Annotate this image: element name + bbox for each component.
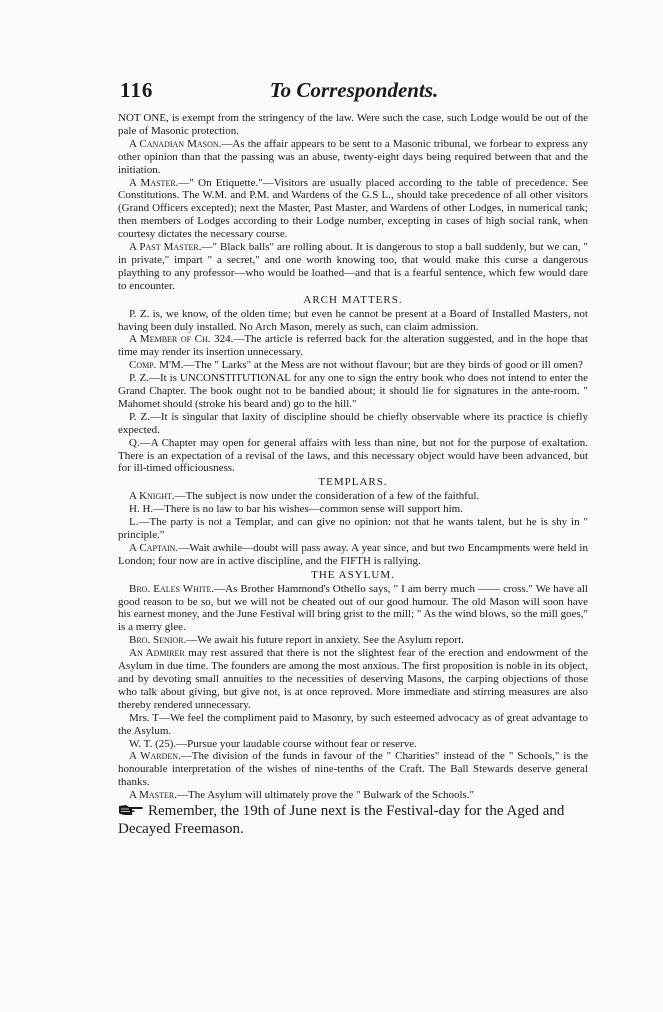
paragraph [118,490,588,503]
running-title: To Correspondents. [269,78,439,102]
section-heading-arch-matters: ARCH MATTERS. [303,293,403,306]
paragraph-text: Mrs. T—We feel the compliment paid to Masonry, by such esteemed advocacy as of great advantage to the Asylum. [118,711,588,737]
paragraph [118,738,588,751]
paragraph [118,138,588,177]
paragraph [118,177,588,242]
paragraph [118,372,588,411]
paragraph [118,634,588,647]
paragraph-text: —As Brother Hammond's Othello says, " I am berry much —— cross." We have all good reason to be so, but we will not be cheated out of our good humour. The old Mason will soon have his earnest money, and the June Festival will bring grist to the mill; " As the wind blows, so the mill goes," is a merry glee. [118,582,588,634]
paragraph-lead: A Warden. [129,750,181,763]
page-body [118,112,588,838]
paragraph-text: P. Z.—It is singular that laxity of discipline should be chiefly observable where its practice is chiefly expected. [118,410,588,436]
paragraph [118,112,588,138]
paragraph [118,308,588,334]
paragraph [118,516,588,542]
page-number: 116 [120,78,154,102]
paragraph-text: —The subject is now under the consideration of a few of the faithful. [174,490,480,503]
paragraph-text: H. H.—There is no law to bar his wishes—common sense will support him. [129,503,463,516]
paragraph [118,437,588,476]
paragraph-lead: A Master. [129,176,179,189]
paragraph [118,411,588,437]
paragraph [118,712,588,738]
page-header [120,78,588,102]
paragraph [118,750,588,789]
paragraph-lead: A Past Master. [129,241,202,254]
paragraph-text: P. Z. is, we know, of the olden time; but even he cannot be present at a Board of Installed Masters, not having been duly installed. No Arch Mason, merely as such, can claim admission. [118,307,588,333]
paragraph-text: —As the affair appears to be sent to a Masonic tribunal, we forbear to express any other opinion than that the passing was an abuse, twenty-eight days being required between that and the initiation. [118,137,588,176]
section-heading-asylum: THE ASYLUM. [311,568,395,581]
paragraph [118,789,588,802]
paragraph-lead: A Knight. [129,490,175,503]
paragraph-text: L.—The party is not a Templar, and can give no opinion: not that he wants talent, but he is shy in " principle." [118,516,588,541]
paragraph [118,583,588,635]
paragraph [118,647,588,712]
paragraph-text: —We await his future report in anxiety. See the Asylum report. [186,634,464,647]
paragraph-text: —The Asylum will ultimately prove the " Bulwark of the Schools." [176,789,475,802]
paragraph-text: —" Black balls" are rolling about. It is dangerous to stop a ball suddenly, but we can, " in private," impart " a secret," and one worth knowing too, that would make this curse a dangerous plaything to any professor—who would be loathed—and that is a fearful sentence, which few would dare to encounter. [118,241,588,292]
paragraph-text: Q.—A Chapter may open for general affairs with less than nine, but not for the purpose of exaltation. There is an expectation of a revisal of the laws, and this necessary object would have been advanced, but for ill-timed officiousness. [118,436,588,475]
paragraph-text: P. Z.—It is UNCONSTITUTIONAL for any one to sign the entry book who does not intend to enter the Grand Chapter. The book ought not to be bandied about; it should lie for signatures in the ante-room. " Mahomet should (stroke his beard and) go to the hill." [118,372,588,410]
paragraph-text: —The article is referred back for the alteration suggested, and in the hope that time may render its insertion unnecessary. [118,333,588,359]
paragraph-text: —The division of the funds in favour of the " Charities" instead of the " Schools," is the honourable interpretation of the wishes of nine-tenths of the Craft. The Ball Stewards deserve general thanks. [118,750,588,789]
paragraph [118,359,588,372]
paragraph-lead: A Member of Ch. 324. [129,333,234,346]
paragraph [118,542,588,568]
paragraph-lead: A Canadian Mason. [129,137,222,150]
paragraph-text: —The " Larks" at the Mess are not without flavour; but are they birds of good or ill omen? [183,359,583,372]
paragraph-lead: An Admirer [129,647,185,660]
paragraph-lead: Bro. Eales White. [129,582,215,595]
paragraph-lead: Bro. Senior. [129,634,187,647]
section-heading-templars: TEMPLARS. [318,476,388,489]
festival-notice [118,802,588,838]
paragraph [118,241,588,293]
paragraph [118,503,588,516]
festival-notice-text: Remember, the 19th of June next is the Festival-day for the Aged and Decayed Freemason. [118,803,565,838]
paragraph-text: W. T. (25).—Pursue your laudable course without fear or reserve. [129,737,417,750]
paragraph-text: NOT ONE, is exempt from the stringency of the law. Were such the case, such Lodge would be out of the pale of Masonic protection. [118,112,588,137]
paragraph-lead: A Master. [129,789,177,802]
pointing-hand-icon [118,803,144,816]
paragraph-text: —" On Etiquette."—Visitors are usually placed according to the table of precedence. See Constitutions. The W.M. and P.M. and Wardens of the G.S L., should take precedence of all other visitors (Grand Officers excepted); next the Master, Past Master, and Wardens of other Lodges, in numerical rank; then members of Lodges according to their Lodge number, excepting in cases of high social rank, when courtesy dictates the necessary course. [118,176,588,241]
paragraph-text: —Wait awhile—doubt will pass away. A year since, and but two Encampments were held in London; four now are in active discipline, and the FIFTH is rallying. [118,541,588,567]
paragraph [118,333,588,359]
paragraph-lead: Comp. M'M. [129,359,184,372]
paragraph-text: may rest assured that there is not the slightest fear of the erection and endowment of the Asylum in due time. The founders are among the most anxious. The first proposition is noble in its object, and by devoting small annuities to the necessities of deserving Masons, the carping objections of those who talk about giving, but give not, is at once reproved. More immediate and stirring measures are also thereby rendered unnecessary. [118,647,588,711]
paragraph-lead: A Captain. [129,541,179,554]
